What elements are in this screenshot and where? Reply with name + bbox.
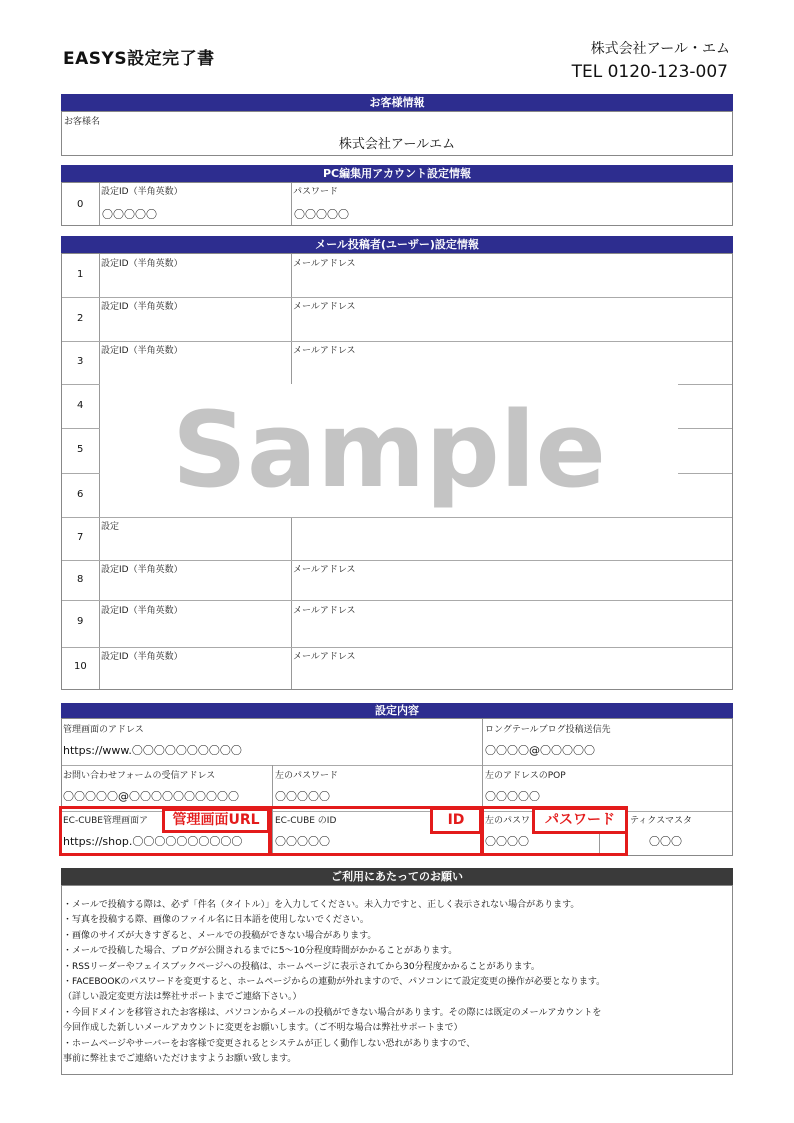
mail-user-mail-label: メールアドレス <box>293 346 356 356</box>
request-line: ・ホームページやサーバーをお客様で変更されるとシステムが正しく動作しない恐れがありますので、 <box>63 1038 476 1049</box>
mail-user-id-label: 設定ID（半角英数） <box>101 259 183 269</box>
customer-name-label: お客様名 <box>64 117 101 127</box>
longtail-label: ロングテールブログ投稿送信先 <box>485 725 611 735</box>
request-line: ・メールで投稿する際は、必ず「件名（タイトル）」を入力してください。未入力ですと、正しく表示されない場合があります。 <box>63 900 580 910</box>
ecc-id-label: EC-CUBE のID <box>275 816 337 826</box>
mail-user-mail-label: メールアドレス <box>293 652 356 662</box>
request-line: 今回作成した新しいメールアカウントに変更をお願いします。（ご不明な場合は弊社サポートまで） <box>63 1023 463 1034</box>
request-line: ・RSSリーダーやフェイスブックページへの投稿は、ホームページに表示されてから30分程度かかることがあります。 <box>63 961 540 972</box>
mail-user-number: 6 <box>77 489 84 500</box>
mail-user-number: 9 <box>77 616 84 627</box>
mail-user-number: 8 <box>77 574 84 585</box>
settings-section-header: 設定内容 <box>61 703 733 718</box>
request-line: ・FACEBOOKのパスワードを変更すると、ホームページからの連動が外れますので、パソコンにて設定変更の操作が必要となります。 <box>63 977 606 988</box>
mail-user-id-label: 設定ID（半角英数） <box>101 346 183 356</box>
pc-account-id-label: 設定ID（半角英数） <box>101 187 183 197</box>
password-tag: パスワード <box>532 807 628 834</box>
admin-url-tag: 管理画面URL <box>162 808 270 833</box>
document-title: EASYS設定完了書 <box>63 49 215 69</box>
mail-users-section-header: メール投稿者(ユーザー)設定情報 <box>61 236 733 253</box>
ecc-admin-value: https://shop.〇〇〇〇〇〇〇〇〇〇 <box>63 835 243 848</box>
form-address-label: お問い合わせフォームの受信アドレス <box>63 771 216 781</box>
mail-user-number: 3 <box>77 356 84 367</box>
mail-user-number: 7 <box>77 532 84 543</box>
mail-user-id-label: 設定ID（半角英数） <box>101 302 183 312</box>
request-line: ・画像のサイズが大きすぎると、メールでの投稿ができない場合があります。 <box>63 930 377 941</box>
sample-watermark <box>100 384 678 517</box>
pop-value: 〇〇〇〇〇 <box>485 790 540 803</box>
admin-address-value: https://www.〇〇〇〇〇〇〇〇〇〇 <box>63 744 242 757</box>
mail-user-mail-label: メールアドレス <box>293 565 356 575</box>
company-name: 株式会社アール・エム <box>590 41 730 57</box>
longtail-value: 〇〇〇〇@〇〇〇〇〇 <box>485 744 595 757</box>
analytics-label: ティクスマスタ <box>630 816 693 826</box>
pc-account-section-header: PC編集用アカウント設定情報 <box>61 165 733 182</box>
request-line: （詳しい設定変更方法は弊社サポートまでご連絡下さい。） <box>63 992 302 1003</box>
ecc-id-value: 〇〇〇〇〇 <box>275 835 330 848</box>
customer-section <box>61 111 733 156</box>
ecc-password-value: 〇〇〇〇 <box>485 835 529 848</box>
pc-account-password-label: パスワード <box>293 187 339 197</box>
id-tag: ID <box>430 807 482 834</box>
mail-user-mail-label: メールアドレス <box>293 302 356 312</box>
mail-user-number: 1 <box>77 269 84 280</box>
ecc-password-label: 左のパスワ <box>485 816 531 826</box>
customer-section-header: お客様情報 <box>61 94 733 111</box>
request-line: 事前に弊社までご連絡いただけますようお願い致します。 <box>63 1054 297 1065</box>
mail-user-mail-label: メールアドレス <box>293 259 356 269</box>
request-line: ・メールで投稿した場合、ブログが公開されるまでに5～10分程度時間がかかることがあります。 <box>63 946 458 957</box>
admin-address-label: 管理画面のアドレス <box>63 725 144 735</box>
customer-name-value: 株式会社アールエム <box>338 137 456 152</box>
pc-account-section <box>61 182 733 226</box>
mail-user-id-label: 設定ID（半角英数） <box>101 565 183 575</box>
mail-user-number: 2 <box>77 313 84 324</box>
ecc-admin-label: EC-CUBE管理画面ア <box>63 816 148 826</box>
mail-user-id-label: 設定ID（半角英数） <box>101 652 183 662</box>
pc-account-number: 0 <box>77 199 84 210</box>
form-password-value: 〇〇〇〇〇 <box>275 790 330 803</box>
request-line: ・今回ドメインを移管されたお客様は、パソコンからメールの投稿ができない場合があります。その際には既定のメールアカウントを <box>63 1007 602 1018</box>
requests-section-header: ご利用にあたってのお願い <box>61 868 733 885</box>
mail-user-number: 5 <box>77 444 84 455</box>
analytics-value: 〇〇〇 <box>649 835 682 848</box>
form-address-value: 〇〇〇〇〇@〇〇〇〇〇〇〇〇〇〇 <box>63 790 239 803</box>
mail-user-id-label: 設定ID（半角英数） <box>101 606 183 616</box>
mail-user-mail-label: メールアドレス <box>293 606 356 616</box>
requests-list <box>63 898 605 1067</box>
mail-user-number: 4 <box>77 400 84 411</box>
mail-user-number: 10 <box>74 661 87 672</box>
pc-account-id-value: 〇〇〇〇〇 <box>102 208 157 221</box>
sample-watermark-text: Sample <box>171 389 607 511</box>
form-password-label: 左のパスワード <box>275 771 339 781</box>
mail-user-id-label: 設定 <box>101 522 120 532</box>
pop-label: 左のアドレスのPOP <box>485 771 566 781</box>
pc-account-password-value: 〇〇〇〇〇 <box>294 208 349 221</box>
request-line: ・写真を投稿する際、画像のファイル名に日本語を使用しないでください。 <box>63 915 369 926</box>
phone-number: TEL 0120-123-007 <box>571 62 728 82</box>
